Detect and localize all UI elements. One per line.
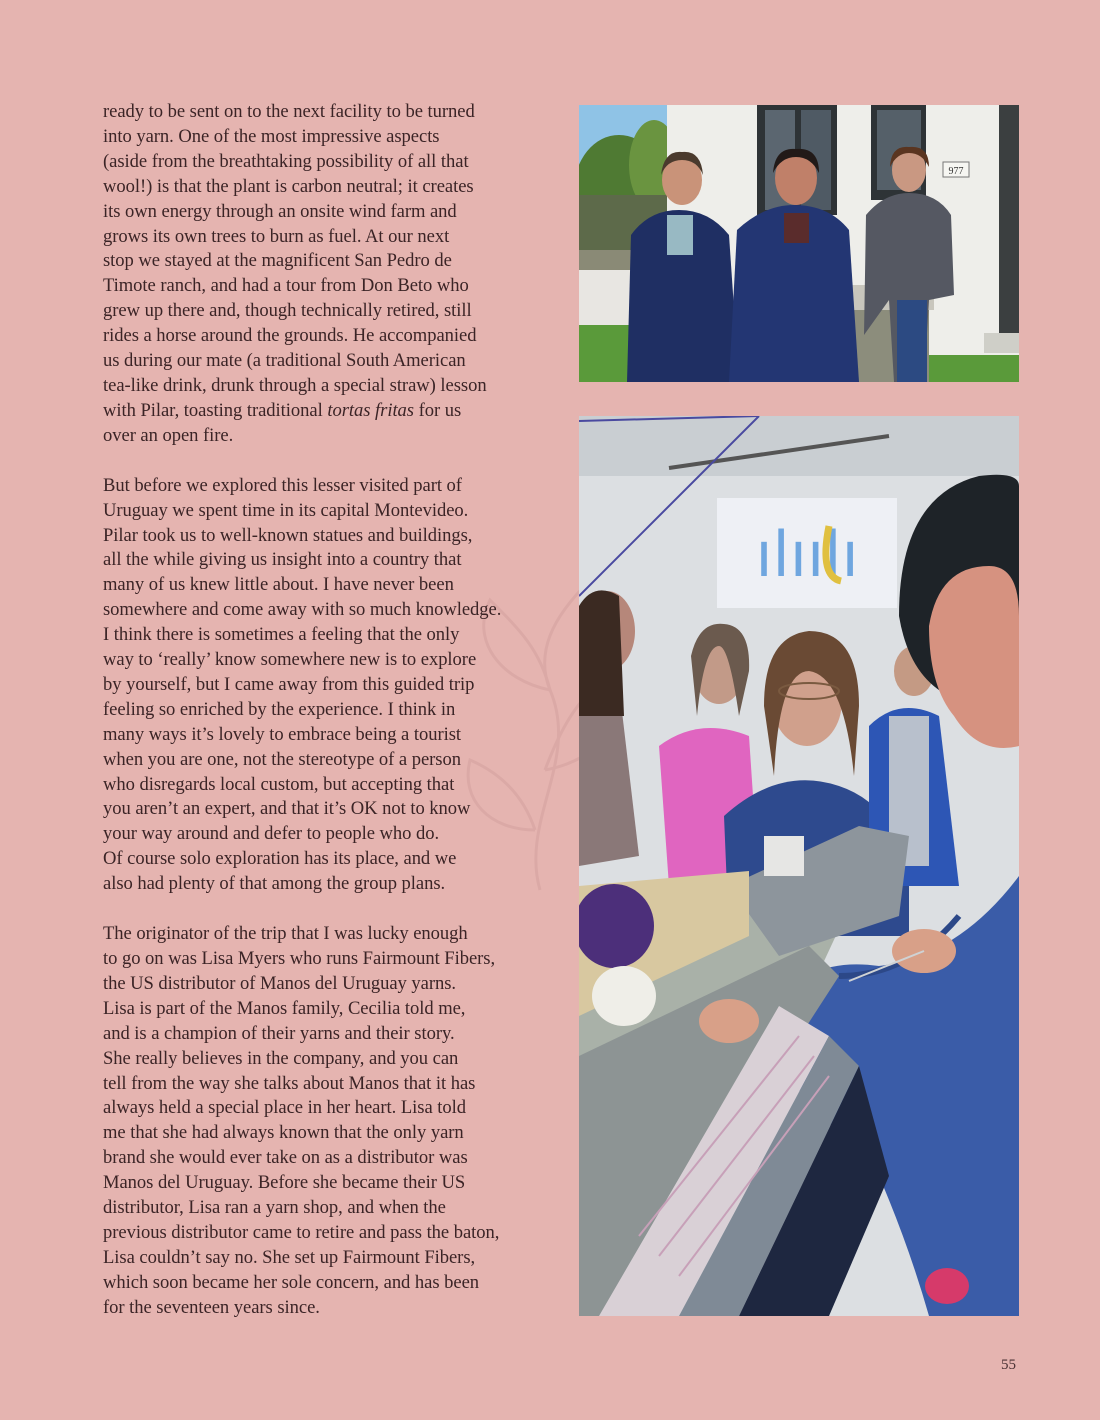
text-line: wool!) is that the plant is carbon neutral; it creates [103, 175, 474, 197]
text-line: I think there is sometimes a feeling that the only [103, 624, 460, 646]
text-line: feeling so enriched by the experience. I think in [103, 698, 456, 720]
text-line: its own energy through an onsite wind farm and [103, 200, 457, 222]
text-line: way to ‘really’ know somewhere new is to explore [103, 649, 477, 671]
text-line: when you are one, not the stereotype of a person [103, 748, 461, 770]
text-fragment: for us [414, 399, 462, 421]
text-line: Lisa couldn’t say no. She set up Fairmount Fibers, [103, 1246, 476, 1268]
paragraph-2 [103, 474, 553, 897]
text-line: who disregards local custom, but accepting that [103, 773, 455, 795]
paragraph-3 [103, 922, 553, 1321]
text-line: She really believes in the company, and you can [103, 1047, 459, 1069]
text-line: the US distributor of Manos del Uruguay yarns. [103, 972, 456, 994]
svg-text:ılıılı: ılıılı [755, 518, 859, 591]
text-fragment: with Pilar, toasting traditional [103, 399, 328, 421]
text-line: grows its own trees to burn as fuel. At our next [103, 225, 450, 247]
text-line: Lisa is part of the Manos family, Cecilia told me, [103, 997, 466, 1019]
text-line: always held a special place in her heart. Lisa told [103, 1097, 466, 1119]
text-line: ready to be sent on to the next facility to be turned [103, 101, 475, 122]
text-line: your way around and defer to people who do. [103, 823, 440, 845]
house-number: 977 [948, 166, 964, 177]
text-line: brand she would ever take on as a distributor was [103, 1147, 468, 1169]
italic-phrase: tortas fritas [327, 399, 414, 421]
text-line: rides a horse around the grounds. He accompanied [103, 325, 477, 347]
text-line: Of course solo exploration has its place, and we [103, 848, 457, 870]
text-line: all the while giving us insight into a country that [103, 549, 462, 571]
text-line: stop we stayed at the magnificent San Pedro de [103, 250, 452, 272]
paragraph-1 [103, 100, 553, 449]
page-number: 55 [1001, 1357, 1016, 1373]
text-line: But before we explored this lesser visited part of [103, 474, 462, 496]
photo-knitting-machine [579, 416, 1019, 1316]
text-line: Pilar took us to well-known statues and buildings, [103, 524, 473, 546]
text-line: The originator of the trip that I was lucky enough [103, 923, 468, 945]
text-line: to go on was Lisa Myers who runs Fairmount Fibers, [103, 948, 496, 969]
text-line: Timote ranch, and had a tour from Don Beto who [103, 275, 469, 297]
text-line: tell from the way she talks about Manos that it has [103, 1072, 476, 1094]
text-line: us during our mate (a traditional South American [103, 350, 466, 372]
text-line: (aside from the breathtaking possibility of all that [103, 150, 469, 172]
text-line: many of us knew little about. I have never been [103, 574, 454, 596]
text-line: me that she had always known that the only yarn [103, 1122, 464, 1144]
text-line: also had plenty of that among the group plans. [103, 873, 446, 895]
text-line: into yarn. One of the most impressive aspects [103, 125, 440, 147]
photo-three-women [579, 105, 1019, 382]
text-line: distributor, Lisa ran a yarn shop, and when the [103, 1197, 446, 1219]
text-line: previous distributor came to retire and pass the baton, [103, 1221, 500, 1243]
text-line: which soon became her sole concern, and has been [103, 1271, 480, 1293]
text-line: somewhere and come away with so much knowledge. [103, 599, 502, 621]
article-body [103, 100, 553, 1346]
text-line: by yourself, but I came away from this guided trip [103, 673, 475, 695]
text-line [103, 399, 553, 424]
text-line: Manos del Uruguay. Before she became their US [103, 1172, 466, 1194]
text-line: for the seventeen years since. [103, 1296, 320, 1318]
text-line: and is a champion of their yarns and their story. [103, 1022, 455, 1044]
text-line: many ways it’s lovely to embrace being a tourist [103, 723, 462, 745]
text-line: Uruguay we spent time in its capital Montevideo. [103, 499, 469, 521]
text-line: grew up there and, though technically retired, still [103, 300, 472, 322]
text-line: tea-like drink, drunk through a special straw) lesson [103, 374, 487, 396]
text-line: you aren’t an expert, and that it’s OK not to know [103, 798, 471, 820]
photo-knitting-machine-image [579, 416, 1019, 1316]
text-line: over an open fire. [103, 424, 234, 446]
photo-three-women-image [579, 105, 1019, 382]
